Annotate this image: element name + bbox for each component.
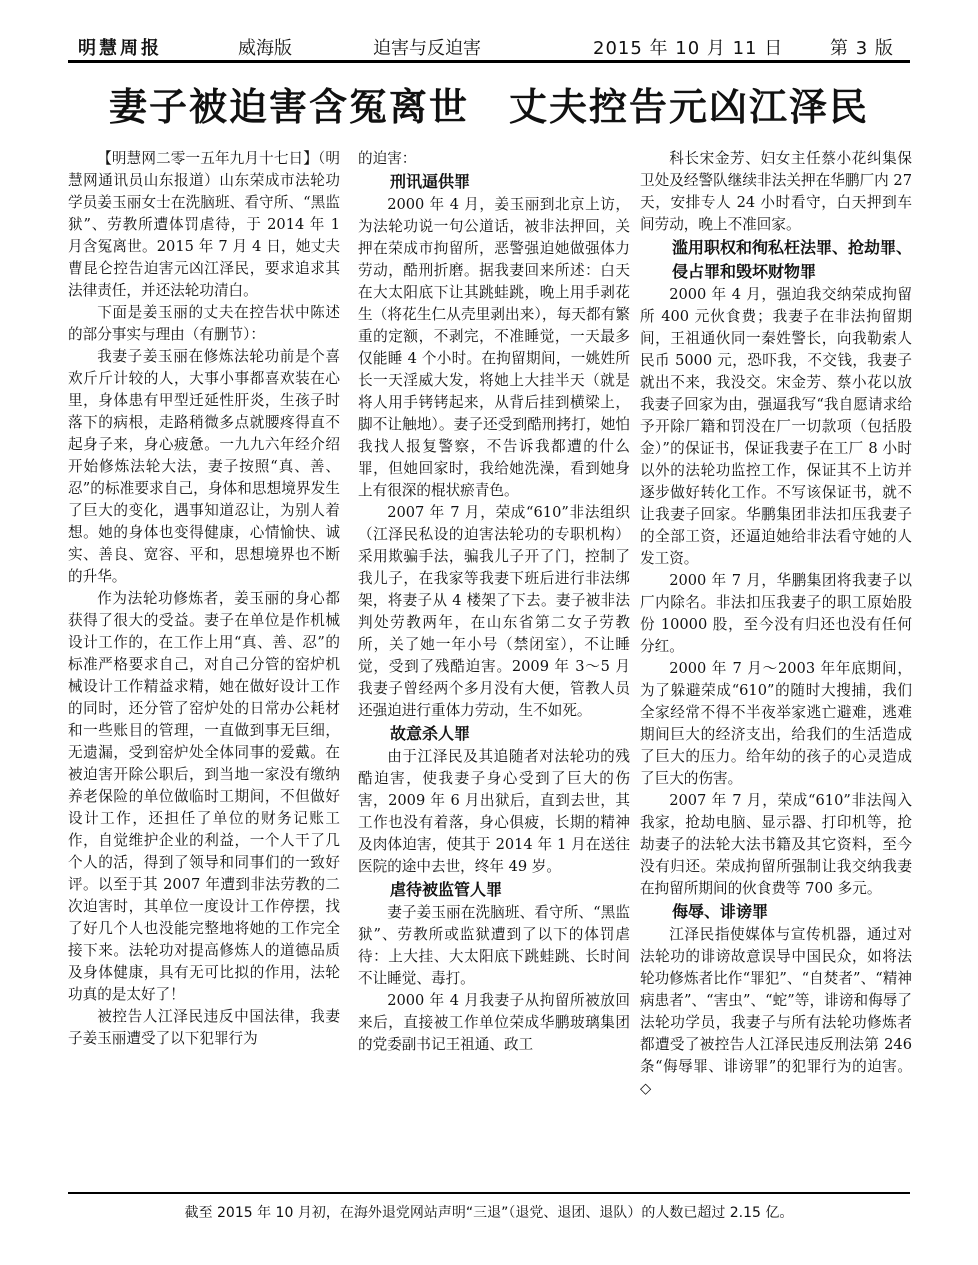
paragraph: 作为法轮功修炼者，姜玉丽的身心都获得了很大的受益。妻子在单位是作机械设计工作的，在工作上用“真、善、忍”的标准严格要求自己，对自己分管的窑炉机械设计工作精益求精，她在做好设计工作的同时，还分管了窑炉处的日常办公耗材和一些账目的管理，一直做到事无巨细，无遗漏，受到窑炉处全体同事的爱戴。在被迫害开除公职后，到当地一家没有缴纳养老保险的单位做临时工期间，不但做好设计工作，还担任了单位的财务记账工作，自觉维护企业的利益，一个人干了几个人的活，得到了领导和同事们的一致好评。以至于其 2007 年遭到非法劳教的二次迫害时，其单位一度设计工作停摆，找了好几个人也没能完整地将她的工作完全接下来。法轮功对提高修炼人的道德品质及身体健康，具有无可比拟的作用，法轮功真的是太好了！ (68, 590, 340, 1003)
paragraph: 2000 年 4 月我妻子从拘留所被放回来后，直接被工作单位荣成华鹏玻璃集团的党委副书记王祖通、政工 (358, 992, 630, 1053)
section-heading: 滥用职权和徇私枉法罪、抢劫罪、侵占罪和毁坏财物罪 (672, 238, 912, 281)
paragraph: 由于江泽民及其追随者对法轮功的残酷迫害，使我妻子身心受到了巨大的伤害，2009 年 6 月出狱后，直到去世，其工作也没有着落，身心俱疲，长期的精神及肉体迫害，使其于 2014 年 1 月在送往医院的途中去世，终年 49 岁。 (358, 748, 630, 875)
section-heading: 侮辱、诽谤罪 (672, 902, 769, 921)
paragraph: 被控告人江泽民违反中国法律，我妻子姜玉丽遭受了以下犯罪行为 (68, 1008, 340, 1047)
section-label: 迫害与反迫害 (373, 38, 481, 59)
paragraph: 2000 年 7 月～2003 年年底期间，为了躲避荣成“610”的随时大搜捕，我们全家经常不得不半夜举家逃亡避难，逃难期间巨大的经济支出，给我们的生活造成了巨大的压力。给年幼的孩子的心灵造成了巨大的伤害。 (640, 660, 912, 787)
paragraph: 下面是姜玉丽的丈夫在控告状中陈述的部分事实与理由（有删节）： (68, 304, 340, 343)
paragraph: 2007 年 7 月，荣成“610”非法闯入我家，抢劫电脑、显示器、打印机等，抢劫妻子的法轮大法书籍及其它资料，至今没有归还。荣成拘留所强制让我交纳我妻在拘留所期间的伙食费等 700 多元。 (640, 792, 912, 897)
paragraph: 2000 年 7 月，华鹏集团将我妻子以厂内除名。非法扣压我妻子的职工原始股份 10000 股，至今没有归还也没有任何分红。 (640, 572, 912, 655)
paragraph: 科长宋金芳、妇女主任蔡小花纠集保卫处及经警队继续非法关押在华鹏厂内 27 天，安排专人 24 小时看守，白天押到车间劳动，晚上不准回家。 (640, 150, 912, 233)
paragraph: 我妻子姜玉丽在修炼法轮功前是个喜欢斤斤计较的人，大事小事都喜欢装在心里，身体患有甲型迁延性肝炎，生孩子时落下的病根，走路稍微多点就腰疼得直不起身子来，身心疲惫。一九九六年经介绍开始修炼法轮大法，妻子按照“真、善、忍”的标准要求自己，身体和思想境界发生了巨大的变化，遇事知道忍让，为别人着想。她的身体也变得健康，心情愉快、诚实、善良、宽容、平和，思想境界也不断的升华。 (68, 348, 340, 585)
issue-date: 2015 年 10 月 11 日 (593, 38, 784, 59)
section-heading: 刑讯逼供罪 (390, 172, 471, 191)
article-column-1 (68, 148, 340, 1188)
paragraph: 2000 年 4 月，强迫我交纳荣成拘留所 400 元伙食费；我妻子在非法拘留期间，王祖通伙同一秦姓警长，向我勒索人民币 5000 元，恐吓我，不交钱，我妻子就出不来，我没交。宋金芳、蔡小花以放我妻子回家为由，强逼我写“我自愿请求给予开除厂籍和罚没在厂一切款项（包括股金）”的保证书，保证我妻子在工厂 8 小时以外的法轮功监控工作，保证其不上访并逐步做好转化工作。不写该保证书，就不让我妻子回家。华鹏集团非法扣压我妻子的全部工资，还逼迫她给非法看守她的人发工资。 (640, 286, 912, 567)
paragraph: 的迫害： (358, 150, 417, 167)
section-heading: 虐待被监管人罪 (390, 880, 503, 899)
paragraph: 妻子姜玉丽在洗脑班、看守所、“黑监狱”、劳教所或监狱遭到了以下的体罚虐待：上大挂、大太阳底下跳蛙跳、长时间不让睡觉、毒打。 (358, 904, 630, 987)
paragraph: 2007 年 7 月，荣成“610”非法组织（江泽民私设的迫害法轮功的专职机构）采用欺骗手法，骗我儿子开了门，控制了我儿子，在我家等我妻下班后进行非法绑架，将妻子从 4 楼架了下去。妻子被非法判处劳教两年，在山东省第二女子劳教所，关了她一年小号（禁闭室），不让睡觉，受到了残酷迫害。2009 年 3～5 月我妻子曾经两个多月没有大便，管教人员还强迫进行重体力劳动，生不如死。 (358, 504, 630, 719)
article-column-2 (358, 148, 630, 1188)
section-heading: 故意杀人罪 (390, 724, 471, 743)
paragraph: 江泽民指使媒体与宣传机器，通过对法轮功的诽谤故意误导中国民众，如将法轮功修炼者比作“罪犯”、“自焚者”、“精神病患者”、“害虫”、“蛇”等，诽谤和侮辱了法轮功学员，我妻子与所有法轮功修炼者都遭受了被控告人江泽民违反刑法第 246 条“侮辱罪、诽谤罪”的犯罪行为的迫害。◇ (640, 926, 912, 1097)
article-title: 妻子被迫害含冤离世 丈夫控告元凶江泽民 (108, 84, 869, 129)
footer-notice: 截至 2015 年 10 月初，在海外退党网站声明“三退”（退党、退团、退队）的人数已超过 2.15 亿。 (68, 1192, 910, 1222)
paper-name: 明慧周报 (78, 38, 162, 59)
page-number: 第 3 版 (830, 38, 894, 59)
article-column-3 (640, 148, 912, 1188)
edition-label: 威海版 (238, 38, 292, 59)
masthead (68, 26, 910, 63)
paragraph: 2000 年 4 月，姜玉丽到北京上访，为法轮功说一句公道话，被非法押回，关押在荣成市拘留所，恶警强迫她做强体力劳动，酷刑折磨。据我妻回来所述：白天在大太阳底下让其跳蛙跳，晚上用手剥花生（将花生仁从壳里剥出来），每天都有繁重的定额，不剥完，不准睡觉，一天最多仅能睡 4 个小时。在拘留期间，一姚姓所长一天淫威大发，将她上大挂半天（就是将人用手铐铐起来，从背后挂到横梁上，脚不让触地）。妻子还受到酷刑拷打，她怕我找人报复警察，不告诉我都遭的什么罪，但她回家时，我给她洗澡，看到她身上有很深的棍状瘀青色。 (358, 196, 630, 499)
paragraph: 【明慧网二零一五年九月十七日】（明慧网通讯员山东报道）山东荣成市法轮功学员姜玉丽女士在洗脑班、看守所、“黑监狱”、劳教所遭体罚虐待，于 2014 年 1 月含冤离世。2015 年 7 月 4 日，她丈夫曹昆仑控告迫害元凶江泽民，要求追求其法律责任，并还法轮功清白。 (68, 150, 340, 299)
